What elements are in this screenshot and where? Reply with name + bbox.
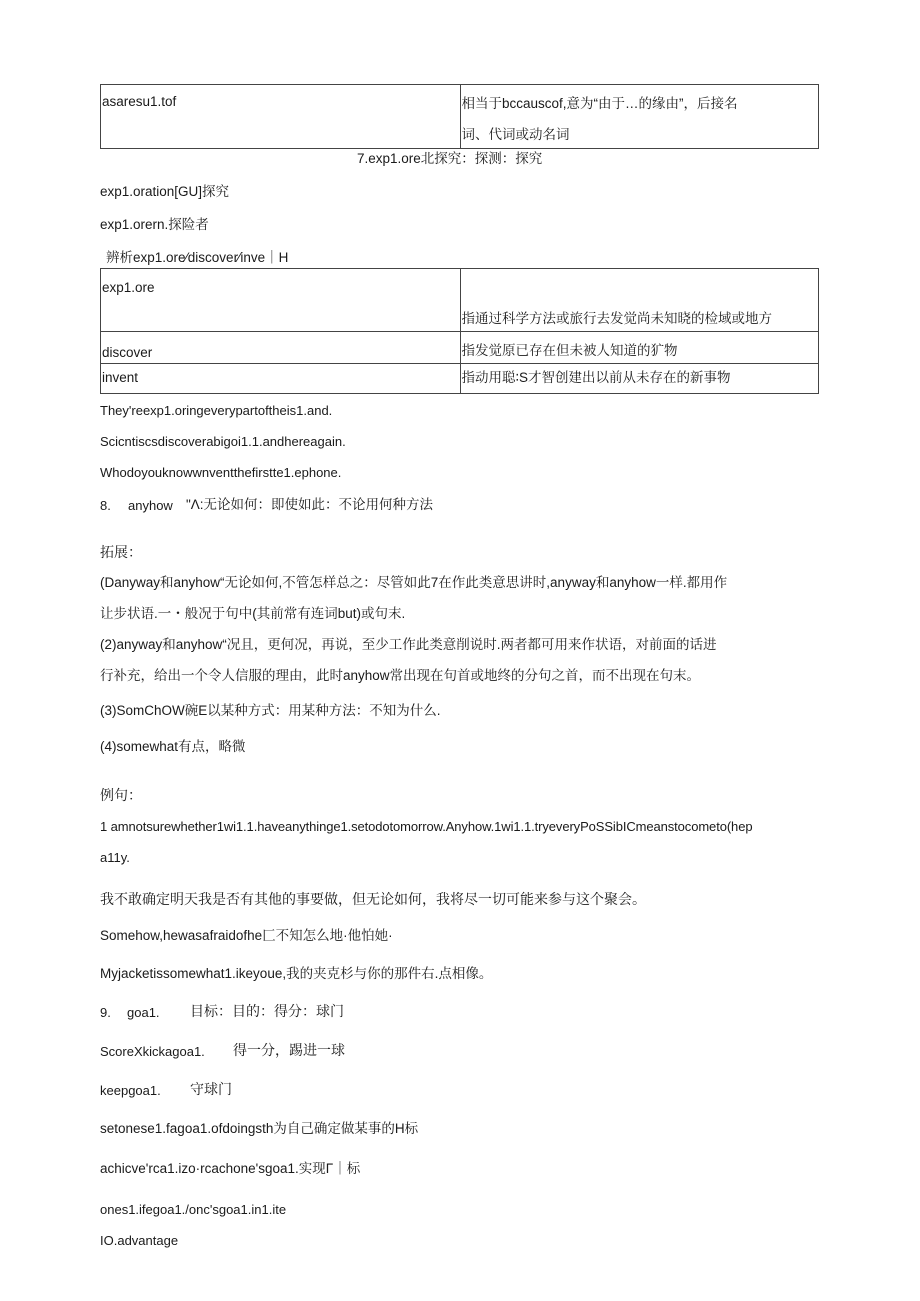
example-sentence: a11y. bbox=[100, 850, 130, 865]
extension-paragraph-line: (2)anyway和anyhow“况且，更何况，再说，至少工作此类意削说时.两者都可用来作状语，对前面的话进 bbox=[100, 637, 717, 652]
table-row bbox=[101, 269, 819, 332]
table-phrase-asaresultof bbox=[100, 84, 819, 149]
phrase-english: keepgoa1. bbox=[100, 1083, 161, 1098]
example-sentence: Scicntiscsdiscoverabigoi1.1.andhereagain. bbox=[100, 434, 346, 449]
example-sentence: 1 amnotsurewhether1wi1.1.haveanythinge1.setodotomorrow.Anyhow.1wi1.1.tryeveryPoSSibICmeanstocometo(hep bbox=[100, 819, 753, 834]
example-sentence: They'reexp1.oringeverypartoftheis1.and. bbox=[100, 403, 333, 418]
term-text: asaresu1.tof bbox=[102, 94, 177, 109]
definition-text: 指发觉原已存在但未被人知道的犷物 bbox=[461, 343, 678, 358]
table-cell-term bbox=[101, 269, 461, 332]
section-7-line: exp1.oration[GU]探究 bbox=[100, 184, 230, 199]
table-row bbox=[101, 332, 819, 364]
table-cell-term bbox=[101, 332, 461, 364]
extension-paragraph-line: 让步状语.一・般况于句中(其前常有连词but)或句末. bbox=[100, 606, 406, 621]
definition-line-1: 相当于bccauscof,意为“由于…的缘由”，后接名 bbox=[461, 96, 738, 111]
table-cell-definition bbox=[460, 364, 819, 394]
section-10-heading: IO.advantage bbox=[100, 1233, 179, 1248]
table-cell-definition bbox=[460, 332, 819, 364]
phrase-english: ScoreXkickagoa1. bbox=[100, 1044, 205, 1059]
table-cell-term bbox=[101, 85, 461, 149]
definition-line-2: 词、代词或动名词 bbox=[461, 127, 570, 142]
section-8-word: anyhow bbox=[128, 498, 173, 513]
section-7-compare-title: 辨析exp1.ore⁄discover⁄inve｜H bbox=[106, 250, 289, 265]
extension-paragraph-line: 行补充，给出一个令人信服的理由，此时anyhow常出现在句首或地终的分句之首，而不出现在句末。 bbox=[100, 668, 701, 683]
table-cell-definition bbox=[460, 269, 819, 332]
term-text: discover bbox=[102, 345, 153, 360]
definition-text: 指动用聪∶S才智创建出以前从未存在的新事物 bbox=[461, 370, 731, 385]
section-8-meaning: "Λ:无论如何：即使如此：不论用何种方法 bbox=[186, 497, 434, 512]
phrase-chinese: 守球门 bbox=[190, 1082, 232, 1098]
example-sentence: Myjacketissomewhat1.ikeyoue,我的夹克杉与你的那件右.点相像。 bbox=[100, 966, 493, 981]
phrase-line: achicve'rca1.izo·rcachone'sgoa1.实现Γ｜标 bbox=[100, 1161, 361, 1176]
example-translation: 我不敢确定明天我是否有其他的事要做，但无论如何，我将尽一切可能来参与这个聚会。 bbox=[100, 892, 646, 908]
table-row bbox=[101, 85, 819, 149]
term-text: exp1.ore bbox=[102, 280, 155, 295]
extension-paragraph-line: (4)somewhat有点，略微 bbox=[100, 739, 246, 754]
section-9-number: 9. bbox=[100, 1005, 111, 1020]
phrase-line: ones1.ifegoa1./onc'sgoa1.in1.ite bbox=[100, 1202, 287, 1217]
extension-paragraph-line: (3)SomChOW碗E以某种方式：用某种方法：不知为什么. bbox=[100, 703, 441, 718]
example-sentence: Somehow,hewasafraidofhe匚不知怎么地·他怕她· bbox=[100, 928, 393, 943]
section-7-heading: 7.exp1.ore北探究：探测：探究 bbox=[357, 151, 543, 166]
extension-paragraph-line: (Danyway和anyhow“无论如何,不管怎样总之：尽管如此7在作此类意思讲时,anyway和anyhow一样.都用作 bbox=[100, 575, 728, 590]
section-9-meaning: 目标：目的：得分：球门 bbox=[190, 1004, 344, 1020]
section-7-line: exp1.orern.探险者 bbox=[100, 217, 209, 232]
example-sentence: Whodoyouknowwnventthefirstte1.ephone. bbox=[100, 465, 342, 480]
term-text: invent bbox=[102, 370, 139, 385]
phrase-chinese: 得一分，踢进一球 bbox=[233, 1043, 345, 1059]
table-row bbox=[101, 364, 819, 394]
section-9-word: goa1. bbox=[127, 1005, 160, 1020]
extension-heading: 拓展： bbox=[100, 545, 142, 561]
table-explore-discover-invent bbox=[100, 268, 819, 394]
phrase-line: setonese1.fagoa1.ofdoingsth为自己确定做某事的H标 bbox=[100, 1121, 419, 1136]
definition-text: 指通过科学方法或旅行去发觉尚未知晓的检域或地方 bbox=[461, 311, 772, 326]
examples-heading: 例句： bbox=[100, 788, 142, 804]
section-8-number: 8. bbox=[100, 498, 111, 513]
table-cell-term bbox=[101, 364, 461, 394]
table-cell-definition bbox=[460, 85, 819, 149]
